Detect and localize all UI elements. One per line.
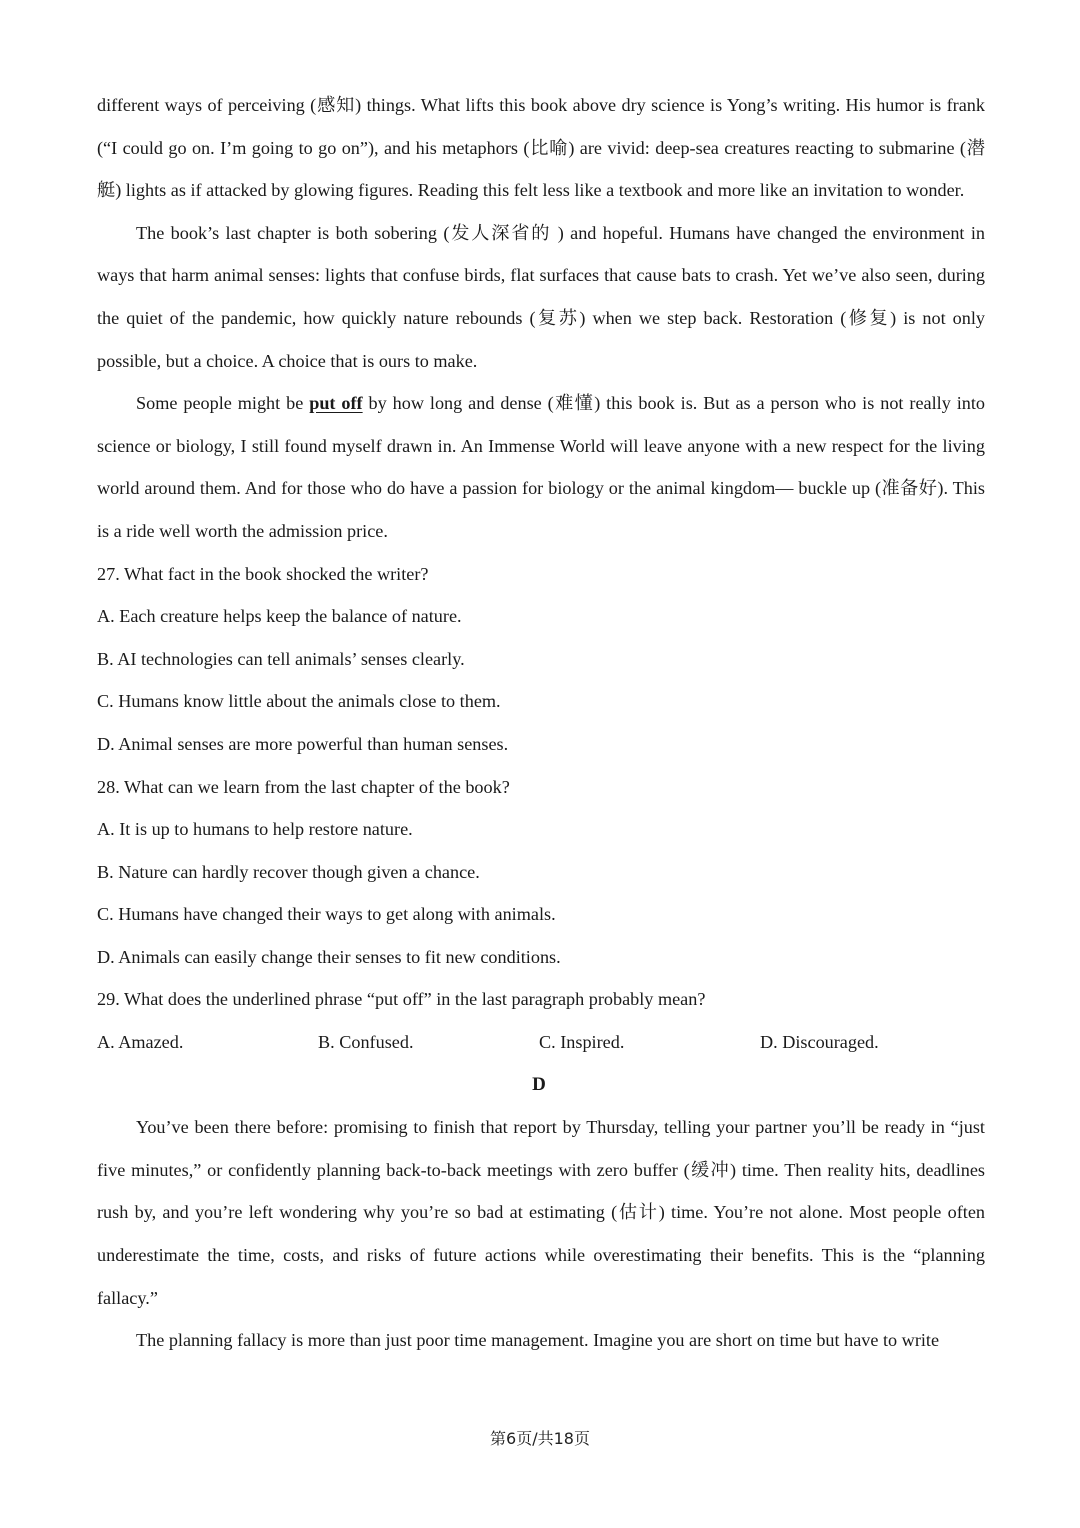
passage-d-paragraph-1: You’ve been there before: promising to finish that report by Thursday, telling your partner you’ll be ready in “just five minutes,” or confidently planning back-to-back meetings with zero buffer (缓冲) time. Then reality hits, deadlines rush by, and you’re left wondering why you’re so bad at estimating (估计) time. You’re not alone. Most people often underestimate the time, costs, and risks of future actions while overestimating their benefits. This is the “planning fallacy.” (97, 1117, 985, 1308)
question-29-option-d: D. Discouraged. (760, 1032, 879, 1053)
question-27-option-d: D. Animal senses are more powerful than human senses. (97, 733, 509, 754)
question-27-option-c: C. Humans know little about the animals close to them. (97, 691, 501, 712)
question-29-option-c: C. Inspired. (539, 1032, 625, 1053)
underlined-phrase: put off (309, 393, 363, 414)
question-29-option-a: A. Amazed. (97, 1032, 184, 1053)
question-27-stem: 27. What fact in the book shocked the writer? (97, 563, 429, 584)
question-28-option-c: C. Humans have changed their ways to get along with animals. (97, 904, 556, 925)
document-page (97, 84, 985, 1362)
paragraph-3-start: Some people might be (136, 393, 310, 414)
passage-c-paragraph-1: different ways of perceiving (感知) things. What lifts this book above dry science is Yong’s writing. His humor is frank (“I could go on. I’m going to go on”), and his metaphors (比喻) are vivid: deep-sea creatures reacting to submarine (潜艇) lights as if attacked by glowing figures. Reading this felt less like a textbook and more like an invitation to wonder. (97, 95, 985, 201)
question-29-option-b: B. Confused. (318, 1032, 414, 1053)
question-28-option-b: B. Nature can hardly recover though given a chance. (97, 861, 480, 882)
page-number-footer: 第6页/共18页 (490, 1429, 590, 1448)
question-29-stem: 29. What does the underlined phrase “put off” in the last paragraph probably mean? (97, 989, 706, 1010)
question-29-options (97, 1021, 985, 1064)
question-28-option-d: D. Animals can easily change their senses to fit new conditions. (97, 946, 561, 967)
question-27-option-a: A. Each creature helps keep the balance of nature. (97, 606, 462, 627)
passage-d-paragraph-2: The planning fallacy is more than just poor time management. Imagine you are short on time but have to write (136, 1330, 940, 1351)
question-28-option-a: A. It is up to humans to help restore nature. (97, 819, 413, 840)
section-d-heading: D (532, 1073, 546, 1095)
question-27-option-b: B. AI technologies can tell animals’ senses clearly. (97, 648, 465, 669)
question-28-stem: 28. What can we learn from the last chapter of the book? (97, 776, 510, 797)
paragraph-3-rest: by how long and dense (难懂) this book is. But as a person who is not really into science or biology, I still found myself drawn in. An Immense World will leave anyone with a new respect for the living world around them. And for those who do have a passion for biology or the animal kingdom— buckle up (准备好). This is a ride well worth the admission price. (97, 393, 986, 541)
passage-c-paragraph-3 (97, 382, 985, 552)
passage-c-paragraph-2: The book’s last chapter is both sobering (发人深省的 ) and hopeful. Humans have changed the environment in ways that harm animal senses: lights that confuse birds, flat surfaces that cause bats to crash. Yet we’ve also seen, during the quiet of the pandemic, how quickly nature rebounds (复苏) when we step back. Restoration (修复) is not only possible, but a choice. A choice that is ours to make. (97, 222, 985, 371)
